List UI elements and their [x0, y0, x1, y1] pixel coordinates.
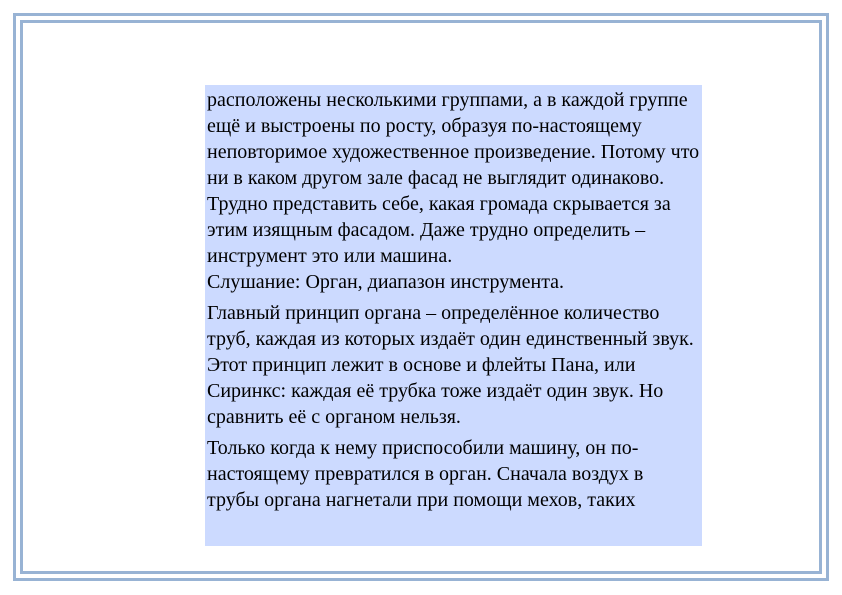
text-block — [205, 85, 702, 546]
paragraph-organ-facade: расположены несколькими группами, а в каждой группе ещё и выстроены по росту, образуя по-настоящему неповторимое художественное произведение. Потому что ни в каком другом зале фасад не выглядит одинаково. Трудно представить себе, какая громада скрывается за этим изящным фасадом. Даже трудно определить – инструмент это или машина. — [207, 89, 700, 267]
paragraph-organ-principle: Главный принцип органа – определённое количество труб, каждая из которых издаёт один единственный звук. Этот принцип лежит в основе и флейты Пана, или Сиринкс: каждая её трубка тоже издаёт один звук. Но сравнить её с органом нельзя. — [207, 302, 694, 428]
paragraph-listening: Слушание: Орган, диапазон инструмента. — [207, 271, 565, 293]
paragraph-organ-machine: Только когда к нему приспособили машину, он по-настоящему превратился в орган. Сначала воздух в трубы органа нагнетали при помощи мехов, таких — [207, 437, 644, 511]
